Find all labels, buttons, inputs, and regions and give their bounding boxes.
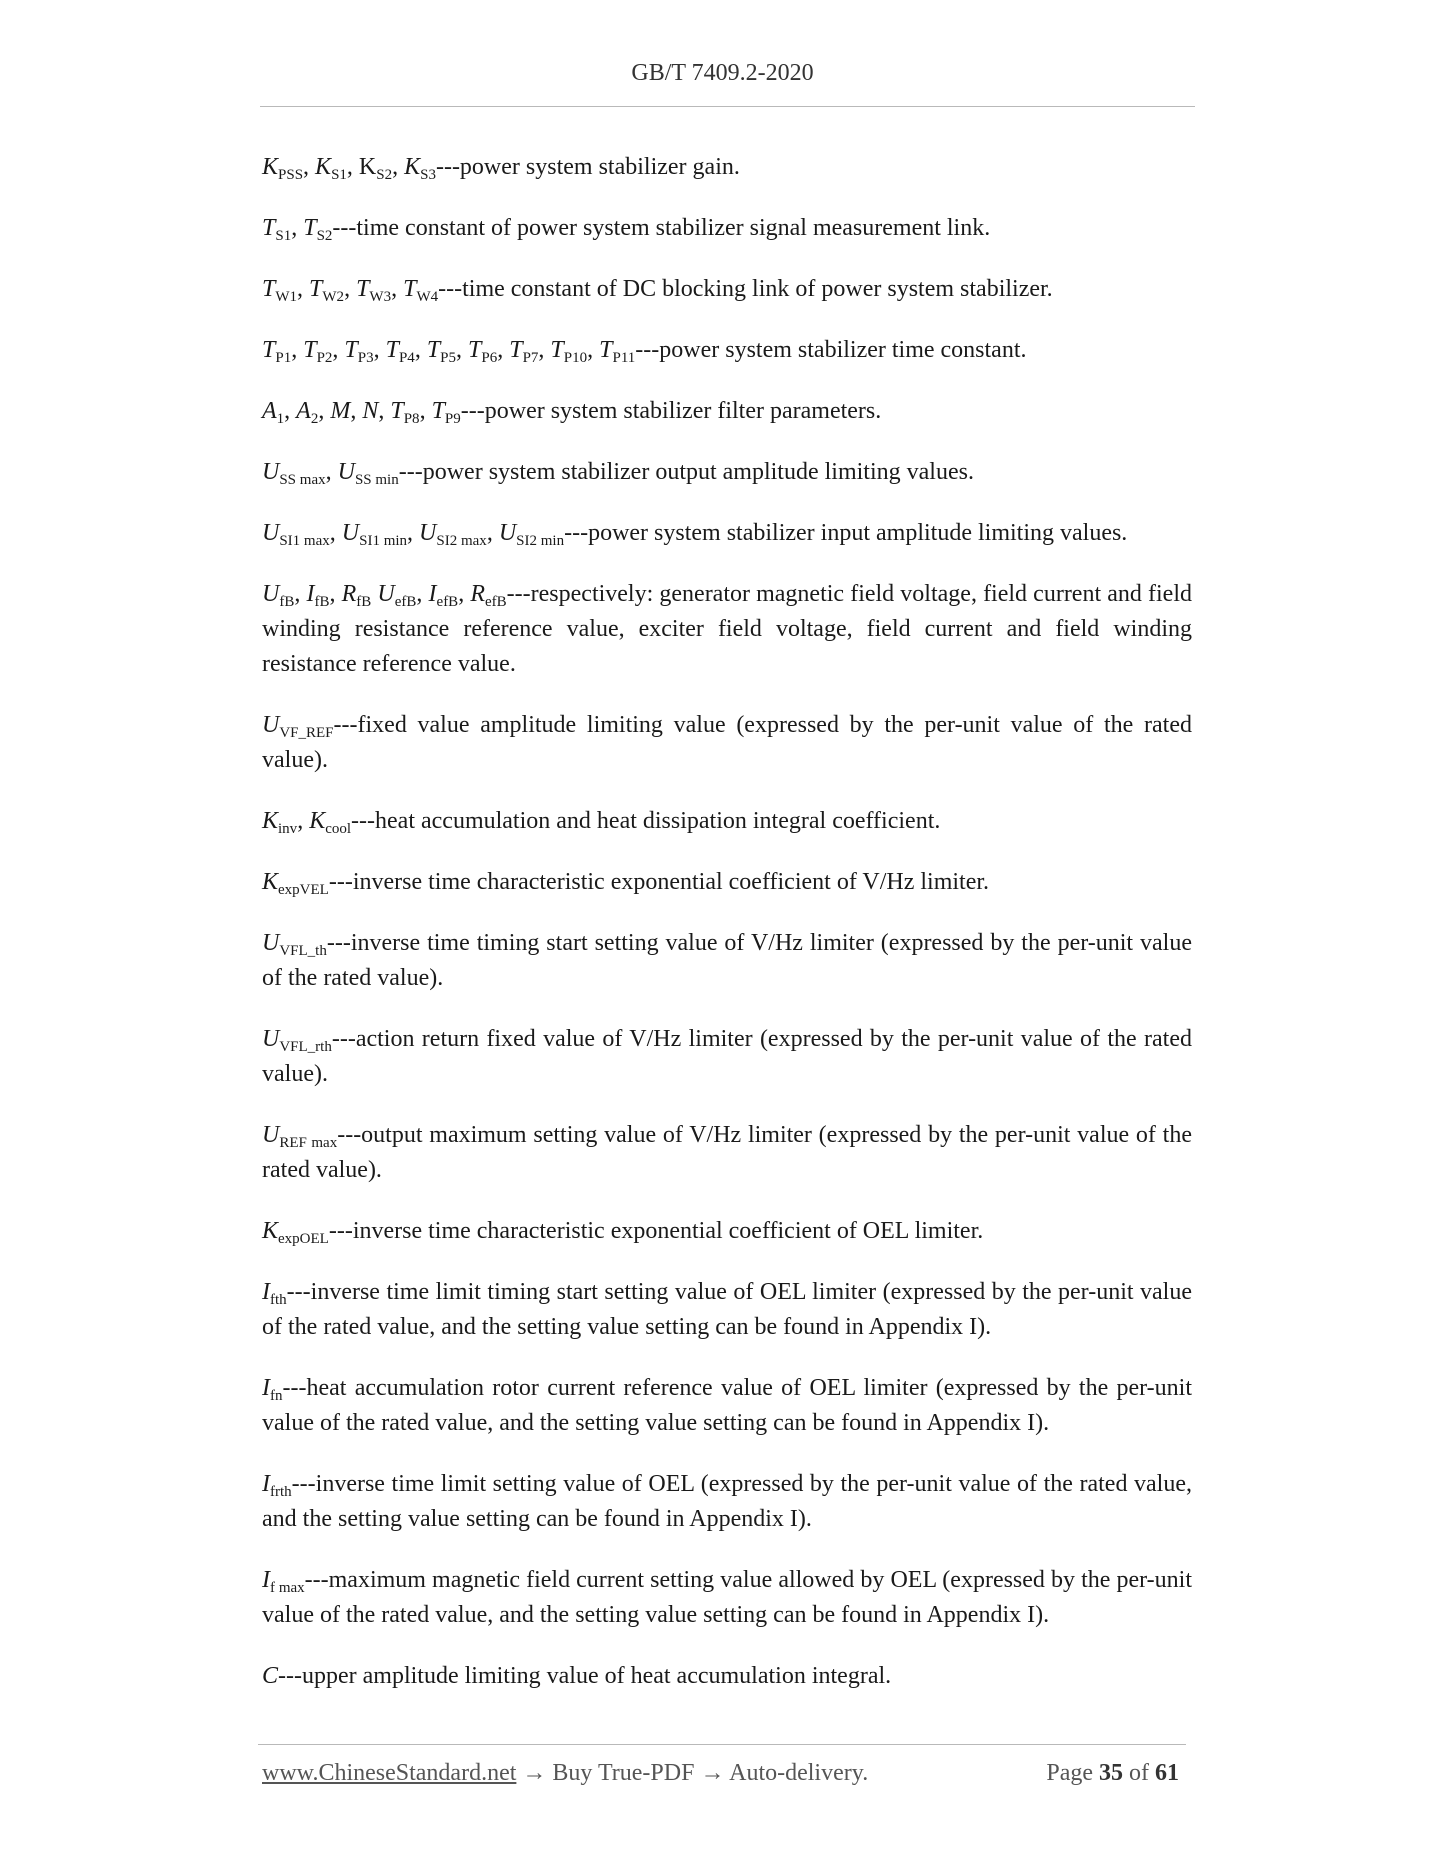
- symbol: I: [306, 581, 315, 607]
- symbol-subscript: 1: [276, 411, 285, 427]
- definition-paragraph: [262, 455, 1192, 490]
- definition-text: ,: [416, 581, 429, 607]
- page-label: Page: [1046, 1760, 1093, 1786]
- definition-text: ---inverse time characteristic exponential coefficient of OEL limiter.: [328, 1218, 984, 1244]
- symbol: I: [262, 1279, 270, 1305]
- definition-paragraph: [262, 1118, 1192, 1188]
- definition-paragraph: [262, 1022, 1192, 1092]
- symbol: U: [419, 520, 437, 546]
- definition-paragraph: [262, 394, 1192, 429]
- definition-paragraph: [262, 865, 1192, 900]
- symbol: U: [341, 520, 360, 546]
- definition-text: ,: [419, 398, 432, 424]
- definition-paragraph: [262, 926, 1192, 996]
- symbol: T: [262, 276, 276, 302]
- definition-text: , K: [346, 154, 377, 180]
- footer-promo-text: → Buy True-PDF → Auto-delivery.: [516, 1760, 869, 1786]
- symbol-subscript: SS min: [354, 472, 399, 488]
- page-header-title: GB/T 7409.2-2020: [631, 60, 814, 86]
- of-label: of: [1129, 1760, 1149, 1786]
- definition-text: ,: [538, 337, 551, 363]
- definition-text: ---power system stabilizer gain.: [435, 154, 740, 180]
- definition-paragraph: [262, 708, 1192, 778]
- symbol: A: [262, 398, 277, 424]
- symbol-subscript: efB: [394, 594, 417, 610]
- definition-paragraph: [262, 211, 1192, 246]
- symbol-subscript: W2: [322, 289, 345, 305]
- symbol-subscript: S2: [316, 228, 333, 244]
- definition-text: ---upper amplitude limiting value of heat accumulation integral.: [278, 1663, 892, 1689]
- symbol: T: [468, 337, 482, 363]
- definition-text: ,: [391, 276, 404, 302]
- definition-paragraph: [262, 150, 1192, 185]
- symbol: T: [385, 337, 399, 363]
- definition-text: ,: [486, 520, 499, 546]
- definition-text: ,: [587, 337, 600, 363]
- definition-paragraph: [262, 804, 1192, 839]
- symbol-subscript: fth: [270, 1292, 287, 1308]
- symbol-subscript: P6: [481, 350, 498, 366]
- symbol: K: [262, 808, 279, 834]
- definition-text: ,: [456, 337, 469, 363]
- definition-text: ,: [414, 337, 427, 363]
- symbol: I: [428, 581, 437, 607]
- symbol-subscript: SS max: [279, 472, 326, 488]
- symbol-subscript: W1: [275, 289, 298, 305]
- symbol: U: [377, 581, 395, 607]
- definition-text: ,: [297, 808, 310, 834]
- definition-text: ---maximum magnetic field current setting value allowed by OEL (expressed by the per-unit value of the rated value, and the setting value setting can be found in Appendix I).: [262, 1567, 1192, 1628]
- definition-text: ,: [291, 337, 304, 363]
- symbol-subscript: S1: [275, 228, 292, 244]
- page-current: 35: [1099, 1760, 1123, 1786]
- definition-text: ,: [325, 459, 338, 485]
- symbol-subscript: S2: [376, 167, 393, 183]
- symbol-subscript: fB: [279, 594, 295, 610]
- definition-paragraph: [262, 1371, 1192, 1441]
- symbol-subscript: W3: [369, 289, 392, 305]
- definition-text: ---inverse time limit setting value of OEL (expressed by the per-unit value of the rated value, and the setting value setting can be found in Appendix I).: [262, 1471, 1192, 1532]
- symbol: U: [262, 581, 280, 607]
- chinesestandard-link[interactable]: www.ChineseStandard.net: [262, 1760, 517, 1786]
- definition-text: ---action return fixed value of V/Hz limiter (expressed by the per-unit value of the rated value).: [262, 1026, 1192, 1087]
- page-total: 61: [1155, 1760, 1179, 1786]
- symbol-subscript: REF max: [279, 1135, 338, 1151]
- symbol-subscript: P1: [275, 350, 292, 366]
- definition-text: ,: [344, 276, 357, 302]
- symbol-subscript: 2: [310, 411, 319, 427]
- symbol-subscript: SI1 min: [359, 533, 408, 549]
- symbol: T: [303, 337, 317, 363]
- symbol-subscript: PSS: [278, 167, 304, 183]
- symbol: T: [390, 398, 404, 424]
- symbol: T: [262, 215, 276, 241]
- symbol: T: [303, 215, 317, 241]
- definition-text: ,: [284, 398, 297, 424]
- symbol: T: [309, 276, 323, 302]
- symbol: K: [404, 154, 421, 180]
- symbol: K: [262, 1218, 279, 1244]
- definition-text: ---time constant of DC blocking link of power system stabilizer.: [438, 276, 1053, 302]
- definition-text: ,: [329, 520, 342, 546]
- definition-text: ,: [458, 581, 471, 607]
- definition-text: ,: [318, 398, 331, 424]
- symbol-subscript: cool: [325, 821, 352, 837]
- definition-text: ,: [329, 581, 342, 607]
- symbol-subscript: P9: [444, 411, 461, 427]
- symbol-subscript: frth: [270, 1484, 292, 1500]
- definition-text: ,: [497, 337, 510, 363]
- definition-paragraph: [262, 1467, 1192, 1537]
- definition-text: ---fixed value amplitude limiting value (expressed by the per-unit value of the rated value).: [262, 712, 1192, 773]
- symbol: U: [262, 520, 280, 546]
- symbol-subscript: P10: [563, 350, 588, 366]
- definition-paragraph: [262, 577, 1192, 682]
- symbol-subscript: expVEL: [278, 882, 329, 898]
- symbol: T: [262, 337, 276, 363]
- definition-text: ---time constant of power system stabilizer signal measurement link.: [332, 215, 991, 241]
- definition-text: ---inverse time characteristic exponential coefficient of V/Hz limiter.: [328, 869, 990, 895]
- definition-text: ---respectively: generator magnetic field voltage, field current and field winding resistance reference value, exciter field voltage, field current and field winding resistance reference value.: [262, 581, 1193, 677]
- definition-text: ---output maximum setting value of V/Hz limiter (expressed by the per-unit value of the rated value).: [262, 1122, 1192, 1183]
- symbol-subscript: fn: [270, 1388, 283, 1404]
- definition-text: ,: [392, 154, 405, 180]
- definition-paragraph: [262, 1659, 1192, 1694]
- symbol: A: [296, 398, 311, 424]
- definition-paragraph: [262, 333, 1192, 368]
- definition-text: ---inverse time limit timing start setting value of OEL limiter (expressed by the per-unit value of the rated value, and the setting value setting can be found in Appendix I).: [262, 1279, 1192, 1340]
- symbol-subscript: P3: [357, 350, 374, 366]
- definition-paragraph: [262, 272, 1192, 307]
- symbol: C: [262, 1663, 279, 1689]
- symbol: T: [344, 337, 358, 363]
- definition-text: ---inverse time timing start setting value of V/Hz limiter (expressed by the per-unit value of the rated value).: [262, 930, 1192, 991]
- definition-text: ---power system stabilizer input amplitude limiting values.: [564, 520, 1128, 546]
- symbol-subscript: P4: [398, 350, 415, 366]
- page-number: [1046, 1760, 1179, 1787]
- symbol-subscript: fB: [314, 594, 330, 610]
- symbol: I: [262, 1567, 270, 1593]
- symbol: R: [341, 581, 357, 607]
- symbol: I: [262, 1375, 270, 1401]
- symbol: U: [262, 930, 280, 956]
- symbol-subscript: S1: [331, 167, 347, 183]
- symbol: K: [315, 154, 332, 180]
- definition-text: ---power system stabilizer filter parameters.: [460, 398, 882, 424]
- symbol-subscript: fB: [356, 594, 372, 610]
- symbol: M: [330, 398, 351, 424]
- symbol-subscript: P7: [522, 350, 539, 366]
- symbol: T: [599, 337, 613, 363]
- symbol: U: [498, 520, 517, 546]
- symbol-subscript: f max: [270, 1580, 305, 1596]
- definition-text: ,: [294, 581, 307, 607]
- symbol: R: [470, 581, 485, 607]
- definition-text: ---heat accumulation and heat dissipation integral coefficient.: [351, 808, 941, 834]
- symbol-subscript: W4: [416, 289, 439, 305]
- symbol: U: [262, 1026, 280, 1052]
- symbol: K: [262, 154, 279, 180]
- symbol-subscript: P11: [612, 350, 636, 366]
- symbol-subscript: inv: [278, 821, 298, 837]
- definition-text: ---power system stabilizer time constant.: [635, 337, 1027, 363]
- symbol: T: [356, 276, 370, 302]
- symbol: U: [262, 459, 280, 485]
- symbol: T: [403, 276, 417, 302]
- symbol: T: [509, 337, 523, 363]
- definition-paragraph: [262, 1275, 1192, 1345]
- definition-text: ---power system stabilizer output amplitude limiting values.: [398, 459, 974, 485]
- definition-text: ,: [332, 337, 345, 363]
- footer-divider: [258, 1744, 1186, 1745]
- symbol-subscript: SI1 max: [279, 533, 330, 549]
- definition-text: ,: [297, 276, 310, 302]
- symbol: I: [262, 1471, 270, 1497]
- symbol: U: [262, 1122, 280, 1148]
- definition-text: ,: [378, 398, 391, 424]
- symbol-subscript: P2: [316, 350, 333, 366]
- definition-text: ,: [350, 398, 363, 424]
- symbol-subscript: VF_REF: [279, 725, 334, 741]
- definition-text: ,: [373, 337, 386, 363]
- symbol-subscript: VFL_th: [279, 943, 327, 959]
- symbol: N: [362, 398, 379, 424]
- symbol-subscript: SI2 max: [436, 533, 487, 549]
- symbol: U: [262, 712, 280, 738]
- definition-paragraph: [262, 1214, 1192, 1249]
- symbol-subscript: expOEL: [278, 1231, 329, 1247]
- symbol: T: [431, 398, 445, 424]
- symbol-subscript: S3: [420, 167, 436, 183]
- symbol-subscript: P8: [403, 411, 420, 427]
- definition-text: ,: [407, 520, 420, 546]
- definition-text: ,: [303, 154, 316, 180]
- symbol-subscript: P5: [440, 350, 457, 366]
- symbol-subscript: SI2 min: [516, 533, 565, 549]
- symbol: U: [337, 459, 355, 485]
- definition-paragraph: [262, 1563, 1192, 1633]
- definition-text: ---heat accumulation rotor current reference value of OEL limiter (expressed by the per-unit value of the rated value, and the setting value setting can be found in Appendix I).: [262, 1375, 1192, 1436]
- symbol-subscript: efB: [485, 594, 507, 610]
- footer-promo: [262, 1760, 868, 1787]
- definition-paragraph: [262, 516, 1192, 551]
- document-body: [262, 150, 1192, 1720]
- symbol-subscript: efB: [436, 594, 459, 610]
- symbol: T: [426, 337, 441, 363]
- header-divider: [260, 106, 1195, 107]
- symbol: K: [262, 869, 279, 895]
- definition-text: ,: [291, 215, 304, 241]
- symbol: T: [550, 337, 564, 363]
- symbol-subscript: VFL_rth: [279, 1039, 332, 1055]
- symbol: K: [309, 808, 326, 834]
